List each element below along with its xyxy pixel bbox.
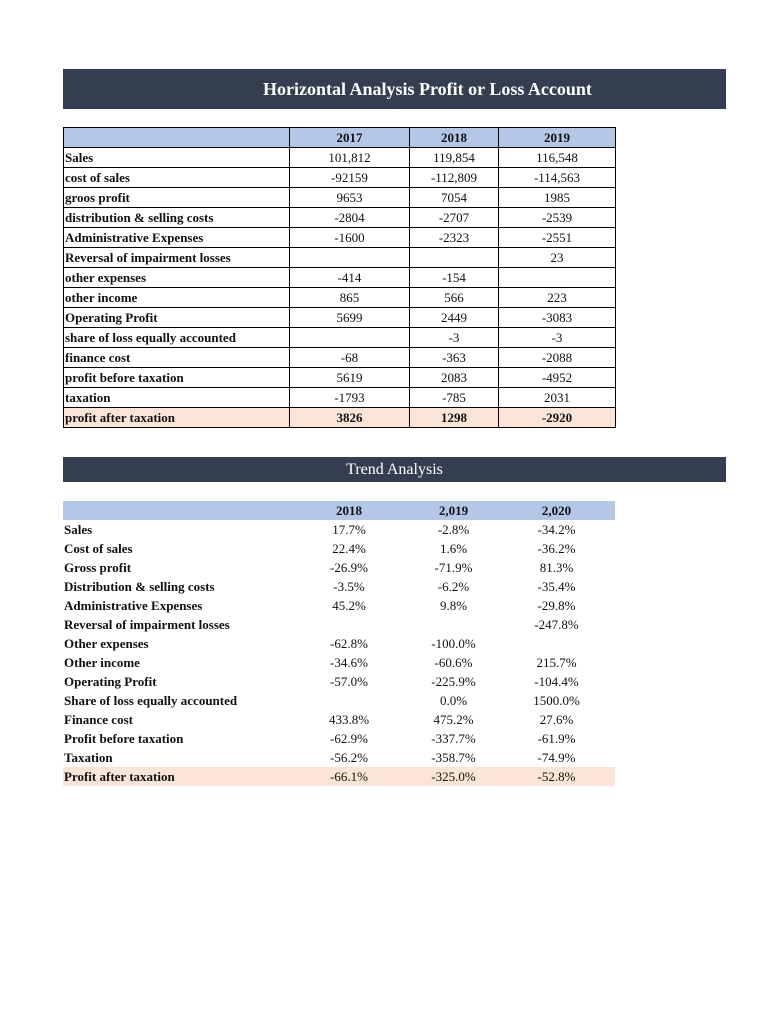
- horizontal-header-blank: [64, 128, 290, 148]
- trend-row: [63, 577, 615, 596]
- trend-value-cell: -71.9%: [434, 560, 473, 575]
- horizontal-row-label: other expenses: [64, 268, 290, 288]
- horizontal-value-cell: -154: [410, 268, 499, 288]
- horizontal-row-label: distribution & selling costs: [64, 208, 290, 228]
- horizontal-value-cell: -2804: [290, 208, 410, 228]
- trend-value-cell: 1.6%: [439, 541, 468, 556]
- horizontal-value-cell: 116,548: [499, 148, 616, 168]
- trend-value-cell: [409, 615, 498, 634]
- trend-row-label: Other income: [64, 655, 140, 670]
- horizontal-value-cell: -2088: [499, 348, 616, 368]
- trend-value-cell: -60.6%: [434, 655, 473, 670]
- horizontal-row-label: Sales: [64, 148, 290, 168]
- trend-value-cell: 17.7%: [332, 522, 366, 537]
- horizontal-year-header: 2019: [499, 128, 616, 148]
- horizontal-value-cell: [410, 248, 499, 268]
- trend-row: [63, 710, 615, 729]
- trend-row: [63, 596, 615, 615]
- trend-row: [63, 767, 615, 786]
- trend-value-cell: -225.9%: [431, 674, 476, 689]
- trend-row-label: Profit before taxation: [64, 731, 184, 746]
- horizontal-row: [64, 288, 616, 308]
- trend-value-cell: -34.6%: [330, 655, 368, 670]
- trend-value-cell: -62.9%: [330, 731, 368, 746]
- horizontal-value-cell: -3: [499, 328, 616, 348]
- horizontal-value-cell: 23: [499, 248, 616, 268]
- horizontal-row-label: share of loss equally accounted: [64, 328, 290, 348]
- trend-row-label: Gross profit: [64, 560, 132, 575]
- trend-row-label: Cost of sales: [64, 541, 133, 556]
- trend-value-cell: -247.8%: [534, 617, 579, 632]
- trend-value-cell: -6.2%: [437, 579, 470, 594]
- horizontal-value-cell: -1600: [290, 228, 410, 248]
- trend-value-cell: 215.7%: [536, 655, 577, 670]
- horizontal-value-cell: -4952: [499, 368, 616, 388]
- horizontal-row-label: Operating Profit: [64, 308, 290, 328]
- horizontal-row-label: other income: [64, 288, 290, 308]
- horizontal-value-cell: 1298: [410, 408, 499, 428]
- trend-row-label: Administrative Expenses: [64, 598, 203, 613]
- trend-row-label: Sales: [64, 522, 93, 537]
- trend-value-cell: 27.6%: [539, 712, 574, 727]
- horizontal-row-label: profit after taxation: [64, 408, 290, 428]
- trend-value-cell: -74.9%: [537, 750, 576, 765]
- horizontal-row: [64, 268, 616, 288]
- trend-year-header: 2018: [289, 501, 409, 520]
- trend-value-cell: -35.4%: [537, 579, 576, 594]
- horizontal-value-cell: 7054: [410, 188, 499, 208]
- horizontal-row: [64, 148, 616, 168]
- trend-value-cell: -36.2%: [537, 541, 576, 556]
- horizontal-value-cell: [290, 248, 410, 268]
- trend-value-cell: [289, 615, 409, 634]
- horizontal-header-row: [64, 128, 616, 148]
- trend-row: [63, 691, 615, 710]
- trend-row: [63, 615, 615, 634]
- trend-row: [63, 539, 615, 558]
- trend-value-cell: 0.0%: [439, 693, 468, 708]
- trend-value-cell: 81.3%: [539, 560, 574, 575]
- horizontal-value-cell: -2707: [410, 208, 499, 228]
- horizontal-row-label: Reversal of impairment losses: [64, 248, 290, 268]
- trend-value-cell: 1500.0%: [533, 693, 580, 708]
- trend-value-cell: -337.7%: [431, 731, 476, 746]
- trend-value-cell: -100.0%: [431, 636, 476, 651]
- trend-value-cell: -29.8%: [537, 598, 576, 613]
- horizontal-row-label: cost of sales: [64, 168, 290, 188]
- trend-row-label: Other expenses: [64, 636, 149, 651]
- horizontal-row-label: taxation: [64, 388, 290, 408]
- horizontal-value-cell: -785: [410, 388, 499, 408]
- horizontal-value-cell: 101,812: [290, 148, 410, 168]
- trend-value-cell: -358.7%: [431, 750, 476, 765]
- horizontal-year-header: 2018: [410, 128, 499, 148]
- trend-value-cell: -52.8%: [498, 767, 615, 786]
- horizontal-value-cell: [499, 268, 616, 288]
- trend-value-cell: -26.9%: [330, 560, 368, 575]
- horizontal-row: [64, 328, 616, 348]
- horizontal-value-cell: 566: [410, 288, 499, 308]
- horizontal-value-cell: -92159: [290, 168, 410, 188]
- trend-row: [63, 558, 615, 577]
- trend-row-label: Finance cost: [64, 712, 133, 727]
- horizontal-row: [64, 308, 616, 328]
- trend-value-cell: -56.2%: [330, 750, 368, 765]
- horizontal-row: [64, 408, 616, 428]
- trend-value-cell: 475.2%: [433, 712, 474, 727]
- trend-year-header: 2,019: [409, 501, 498, 520]
- trend-value-cell: 45.2%: [332, 598, 366, 613]
- trend-value-cell: -325.0%: [409, 767, 498, 786]
- horizontal-value-cell: 2449: [410, 308, 499, 328]
- horizontal-analysis-banner: [63, 69, 726, 109]
- horizontal-value-cell: 2031: [499, 388, 616, 408]
- horizontal-value-cell: -68: [290, 348, 410, 368]
- horizontal-value-cell: -114,563: [499, 168, 616, 188]
- trend-analysis-banner: [63, 457, 726, 482]
- horizontal-row: [64, 348, 616, 368]
- trend-row: [63, 672, 615, 691]
- horizontal-value-cell: 865: [290, 288, 410, 308]
- horizontal-row: [64, 248, 616, 268]
- horizontal-value-cell: -3083: [499, 308, 616, 328]
- trend-value-cell: [498, 634, 615, 653]
- horizontal-row-label: groos profit: [64, 188, 290, 208]
- trend-value-cell: 9.8%: [439, 598, 468, 613]
- horizontal-row: [64, 388, 616, 408]
- trend-row: [63, 653, 615, 672]
- horizontal-value-cell: -2539: [499, 208, 616, 228]
- horizontal-value-cell: 5699: [290, 308, 410, 328]
- horizontal-value-cell: -2920: [499, 408, 616, 428]
- horizontal-value-cell: [290, 328, 410, 348]
- horizontal-analysis-title: Horizontal Analysis Profit or Loss Account: [263, 78, 592, 99]
- horizontal-value-cell: -363: [410, 348, 499, 368]
- horizontal-row-label: finance cost: [64, 348, 290, 368]
- horizontal-row: [64, 168, 616, 188]
- trend-row-label: Share of loss equally accounted: [64, 693, 238, 708]
- horizontal-value-cell: -2323: [410, 228, 499, 248]
- trend-value-cell: [289, 691, 409, 710]
- trend-value-cell: 22.4%: [332, 541, 366, 556]
- trend-row-label: Reversal of impairment losses: [64, 617, 230, 632]
- horizontal-row: [64, 188, 616, 208]
- horizontal-value-cell: 9653: [290, 188, 410, 208]
- horizontal-value-cell: -1793: [290, 388, 410, 408]
- trend-header-blank: [63, 501, 289, 520]
- trend-value-cell: -3.5%: [333, 579, 365, 594]
- horizontal-row-label: Administrative Expenses: [64, 228, 290, 248]
- horizontal-value-cell: 2083: [410, 368, 499, 388]
- horizontal-analysis-table: [63, 127, 616, 428]
- horizontal-value-cell: -3: [410, 328, 499, 348]
- trend-value-cell: 433.8%: [328, 712, 370, 727]
- trend-value-cell: -66.1%: [289, 767, 409, 786]
- trend-analysis-title: Trend Analysis: [346, 460, 443, 478]
- trend-row-label: Taxation: [64, 750, 113, 765]
- trend-row: [63, 634, 615, 653]
- trend-value-cell: -34.2%: [537, 522, 576, 537]
- horizontal-value-cell: -414: [290, 268, 410, 288]
- horizontal-year-header: 2017: [290, 128, 410, 148]
- trend-value-cell: -104.4%: [534, 674, 579, 689]
- trend-value-cell: -61.9%: [537, 731, 576, 746]
- horizontal-value-cell: 5619: [290, 368, 410, 388]
- trend-value-cell: -2.8%: [437, 522, 470, 537]
- trend-row-label: Distribution & selling costs: [64, 579, 215, 594]
- trend-analysis-table: [63, 501, 615, 786]
- trend-year-header: 2,020: [498, 501, 615, 520]
- horizontal-value-cell: -2551: [499, 228, 616, 248]
- trend-row-label: Operating Profit: [64, 674, 157, 689]
- horizontal-row: [64, 368, 616, 388]
- trend-row: [63, 748, 615, 767]
- trend-header-row: [63, 501, 615, 520]
- horizontal-value-cell: 119,854: [410, 148, 499, 168]
- horizontal-row-label: profit before taxation: [64, 368, 290, 388]
- horizontal-value-cell: 3826: [290, 408, 410, 428]
- trend-value-cell: -57.0%: [330, 674, 368, 689]
- horizontal-value-cell: 1985: [499, 188, 616, 208]
- trend-row-label: Profit after taxation: [63, 767, 289, 786]
- trend-row: [63, 520, 615, 539]
- horizontal-row: [64, 208, 616, 228]
- trend-value-cell: -62.8%: [330, 636, 368, 651]
- horizontal-value-cell: -112,809: [410, 168, 499, 188]
- horizontal-row: [64, 228, 616, 248]
- trend-row: [63, 729, 615, 748]
- horizontal-value-cell: 223: [499, 288, 616, 308]
